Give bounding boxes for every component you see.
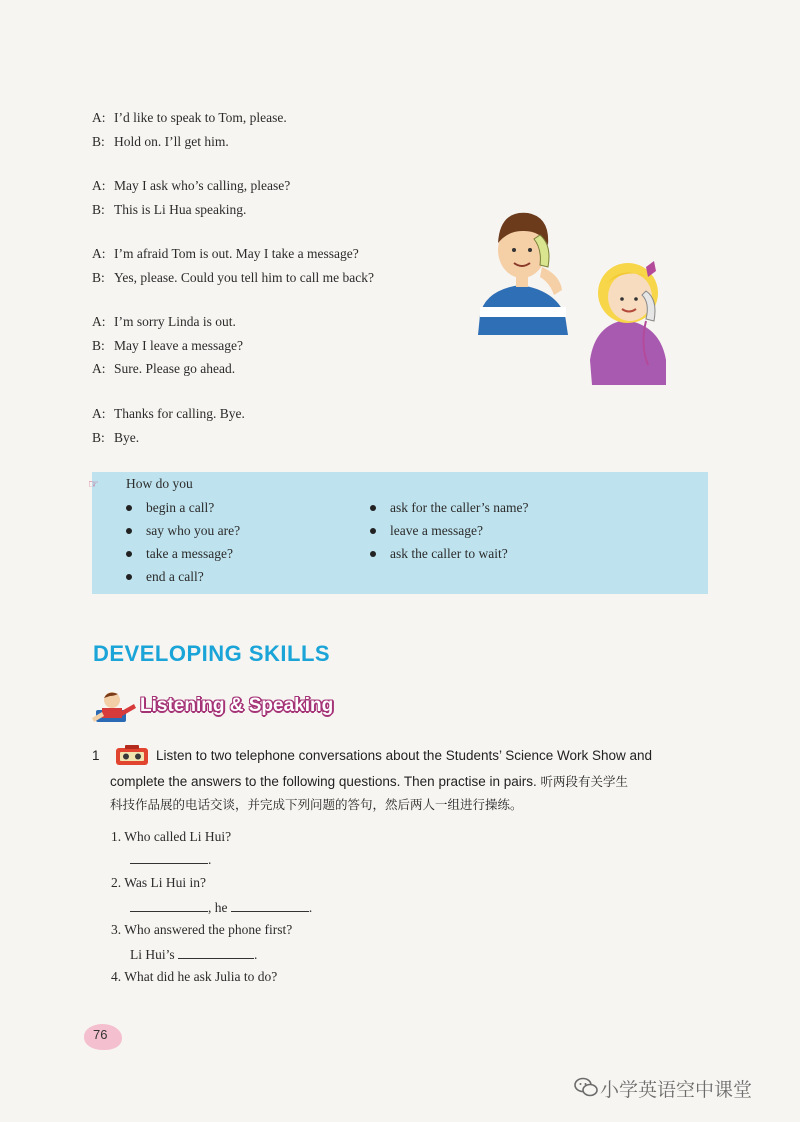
question: 4. What did he ask Julia to do? — [111, 969, 278, 984]
list-item: say who you are? — [126, 523, 240, 539]
dialogue-line: A: I’d like to speak to Tom, please. — [92, 110, 287, 125]
question: 2. Was Li Hui in? — [111, 875, 207, 890]
answer-blank[interactable] — [178, 946, 254, 959]
section-heading: DEVELOPING SKILLS — [93, 641, 331, 666]
page-number: 76 — [93, 1027, 108, 1042]
bullet-icon — [126, 551, 132, 557]
list-item: leave a message? — [370, 523, 483, 539]
list-item: end a call? — [126, 569, 204, 585]
bullet-icon — [370, 505, 376, 511]
question: 1. Who called Li Hui? — [111, 829, 232, 844]
cassette-player-icon — [115, 744, 149, 766]
how-do-you-title: How do you — [126, 476, 193, 491]
task-instruction-line2: complete the answers to the following questions. Then practise in pairs. 听两段有关学生 — [110, 774, 629, 789]
list-item: ask for the caller’s name? — [370, 500, 528, 516]
dialogue-line: A: May I ask who’s calling, please? — [92, 178, 291, 193]
dialogue-line: B: Bye. — [92, 430, 140, 445]
answer-blank[interactable] — [130, 851, 208, 864]
answer-line: Li Hui’s . — [130, 947, 258, 962]
answer-line: . — [130, 851, 211, 868]
list-item: ask the caller to wait? — [370, 546, 508, 562]
list-item: take a message? — [126, 546, 233, 562]
task-number: 1 — [92, 748, 100, 763]
pointing-hand-icon: ☞ — [88, 477, 99, 491]
speaking-person-icon — [90, 688, 138, 726]
dialogue-line: B: This is Li Hua speaking. — [92, 202, 247, 217]
dialogue-line: A: I’m afraid Tom is out. May I take a message? — [92, 246, 359, 261]
task-instruction-line1: Listen to two telephone conversations about the Students’ Science Work Show and — [156, 748, 653, 763]
dialogue-line: A: Thanks for calling. Bye. — [92, 406, 245, 421]
bullet-icon — [126, 574, 132, 580]
dialogue-line: B: Hold on. I’ll get him. — [92, 134, 229, 149]
subsection-heading: Listening & Speaking — [140, 695, 334, 716]
task-instruction-line3: 科技作品展的电话交谈，并完成下列问题的答句，然后两人一组进行操练。 — [110, 797, 523, 812]
dialogue-line: A: I’m sorry Linda is out. — [92, 314, 236, 329]
answer-line: , he . — [130, 899, 312, 916]
bullet-icon — [370, 551, 376, 557]
dialogue-line: A: Sure. Please go ahead. — [92, 361, 236, 376]
girl-on-phone-figure — [590, 261, 666, 385]
watermark: 小学英语空中课堂 — [600, 1079, 753, 1101]
bullet-icon — [126, 505, 132, 511]
how-do-you-box — [88, 472, 708, 594]
boy-on-phone-figure — [478, 213, 568, 335]
bullet-icon — [126, 528, 132, 534]
wechat-icon — [574, 1076, 598, 1098]
dialogue-line: B: May I leave a message? — [92, 338, 243, 353]
answer-blank[interactable] — [130, 899, 208, 912]
dialogue-line: B: Yes, please. Could you tell him to call me back? — [92, 270, 374, 285]
bullet-icon — [370, 528, 376, 534]
answer-blank[interactable] — [231, 899, 309, 912]
phone-call-illustration — [470, 195, 680, 395]
list-item: begin a call? — [126, 500, 214, 516]
question: 3. Who answered the phone first? — [111, 922, 293, 937]
